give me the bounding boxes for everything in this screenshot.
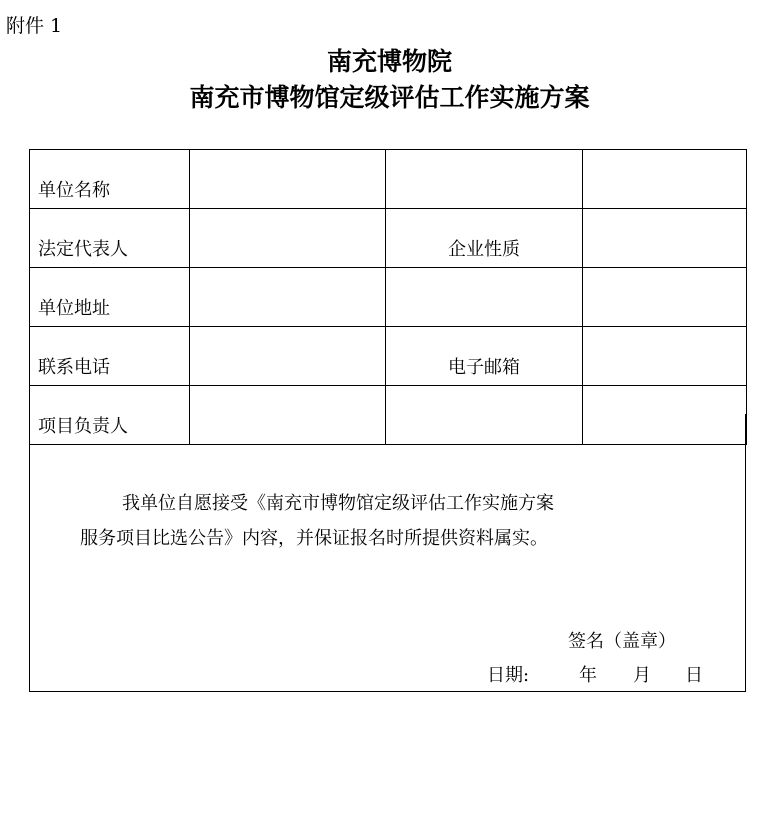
date-month: 月 — [633, 665, 651, 686]
unit-address-field-extra[interactable] — [386, 268, 583, 327]
email-field[interactable] — [583, 327, 747, 386]
document-title-line2: 南充市博物馆定级评估工作实施方案 — [189, 83, 590, 112]
date-label: 日期: — [487, 665, 530, 686]
statement-line1: 我单位自愿接受《南充市博物馆定级评估工作实施方案 — [122, 493, 554, 514]
enterprise-type-field[interactable] — [583, 209, 747, 268]
unit-address-field-extra2[interactable] — [583, 268, 747, 327]
form-row-contact-phone — [30, 327, 747, 386]
document-title-line1: 南充博物院 — [326, 47, 452, 76]
email-label: 电子邮箱 — [386, 327, 583, 386]
unit-name-label: 单位名称 — [30, 150, 190, 209]
date-year: 年 — [579, 665, 597, 686]
legal-representative-field[interactable] — [190, 209, 386, 268]
contact-phone-label: 联系电话 — [30, 327, 190, 386]
contact-phone-field[interactable] — [190, 327, 386, 386]
signature-label: 签名（盖章） — [568, 631, 676, 652]
form-row-legal-representative — [30, 209, 747, 268]
project-lead-label: 项目负责人 — [30, 386, 190, 445]
form-row-unit-address — [30, 268, 747, 327]
legal-representative-label: 法定代表人 — [30, 209, 190, 268]
unit-address-label: 单位地址 — [30, 268, 190, 327]
unit-name-field-extra2[interactable] — [583, 150, 747, 209]
unit-name-field-extra[interactable] — [386, 150, 583, 209]
unit-address-field[interactable] — [190, 268, 386, 327]
attachment-label: 附件 1 — [6, 15, 63, 37]
enterprise-type-label: 企业性质 — [386, 209, 583, 268]
form-row-unit-name — [30, 150, 747, 209]
unit-name-field[interactable] — [190, 150, 386, 209]
statement-line2: 服务项目比选公告》内容，并保证报名时所提供资料属实。 — [80, 528, 548, 549]
registration-form-table — [29, 149, 747, 445]
date-day: 日 — [685, 665, 703, 686]
